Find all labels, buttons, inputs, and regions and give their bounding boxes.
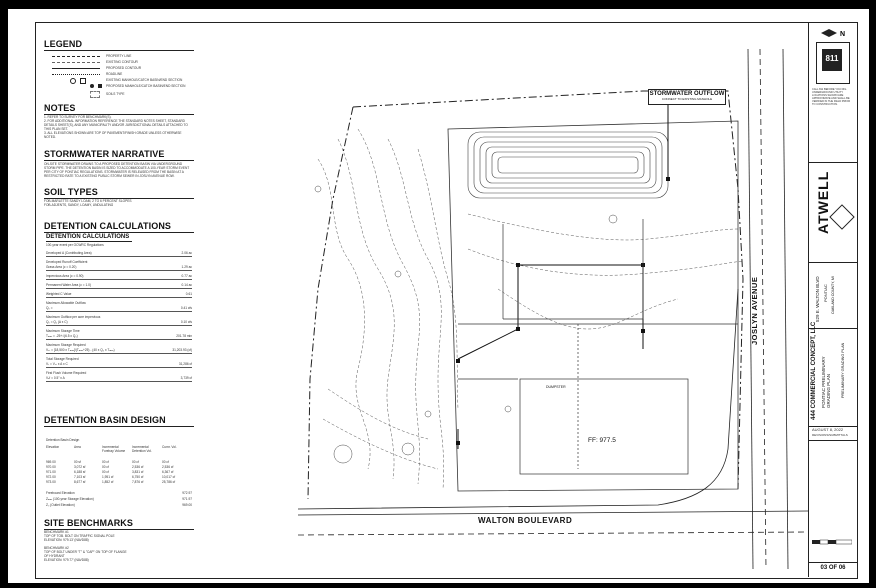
road-edge — [783, 49, 788, 569]
detention-basin — [468, 132, 668, 198]
calc-section-label: Maximum Allowable Outflow — [46, 301, 86, 305]
manhole-symbol — [90, 84, 94, 88]
legend-row — [44, 83, 199, 89]
basin-summary-label: Z₀ (Outlet Elevation) — [46, 503, 75, 507]
tree-symbol — [402, 443, 414, 455]
tree-symbol — [505, 406, 511, 412]
title-block — [808, 22, 857, 577]
site-city: PONTIAC — [823, 284, 828, 302]
basin-cell: 7,103 sf — [74, 475, 86, 479]
soils-text: FOB-MARLETTE SANDY LOAM, 2 TO 6 PERCENT SLOPES FOB-ADJENTS, SANDY, LOAMY, UNDULATING — [44, 199, 132, 207]
calc-row-label: Vₛₜ = [18,500 x Tₘₐₓ]/(Tₘₐₓ+25) - (40 x Q₀ x Tₘₐₓ) — [46, 348, 115, 352]
basin-cell: 00 cf — [102, 460, 109, 464]
basin-cell: 971.00 — [46, 470, 56, 474]
catch-basin — [456, 177, 670, 445]
project-name: 444 COMMERCIAL CONCEPT, LLC — [811, 321, 817, 420]
basin-cell: 2,536 cf — [162, 465, 174, 469]
divider — [46, 241, 132, 242]
calc-row-rule — [46, 353, 192, 354]
site-address: 529 E. WALTON BLVD — [815, 276, 820, 322]
basin-cell: 00 cf — [102, 465, 109, 469]
existing-contour — [323, 419, 438, 469]
divider — [44, 50, 194, 51]
divider — [809, 162, 857, 163]
calc-row-label: Q₀ = — [46, 306, 53, 310]
basin-cell: 10,017 cf — [162, 475, 176, 479]
basin-cell: 6,188 sf — [74, 470, 86, 474]
calc-row-value: 0.77 ac — [181, 274, 192, 278]
basin-cell: 1,852 cf — [102, 480, 114, 484]
existing-contour — [468, 249, 743, 275]
basin-header-cell: Elevation — [46, 445, 60, 449]
legend-label: ROADLINE — [106, 72, 123, 76]
calc-row-value: 0.41 cfs — [180, 306, 192, 310]
tree-symbol — [315, 186, 321, 192]
calc-row-value: 0.14 ac — [181, 283, 192, 287]
basin-cell: 973.00 — [46, 480, 56, 484]
tree-symbol — [425, 411, 431, 417]
detention-calc-title: DETENTION CALCULATIONS — [44, 221, 172, 231]
divider — [809, 562, 857, 563]
site-boundary — [448, 121, 738, 491]
divider — [44, 232, 194, 233]
basin-cell: 970.00 — [46, 465, 56, 469]
drawing-sheet — [8, 9, 869, 583]
calc-row-label: Weighted C Value — [46, 292, 72, 296]
site-county: OAKLAND COUNTY, MI — [831, 276, 835, 314]
finished-floor-label: FF: 977.5 — [588, 437, 616, 444]
building-footprint — [520, 379, 688, 474]
calc-row-rule — [46, 325, 192, 326]
basin-cell: 969.00 — [46, 460, 56, 464]
basin-cell: 6,367 cf — [162, 470, 174, 474]
calc-row-label: Developed A (Contributing Area) — [46, 251, 92, 255]
calc-section-label: Maximum Storage Required — [46, 343, 86, 347]
tree-symbol — [334, 445, 352, 463]
outflow-title: STORMWATER OUTFLOW — [649, 91, 725, 97]
site-plan-drawing — [298, 29, 808, 569]
site-plan — [298, 29, 808, 569]
basin-header-cell: Incremental Forebay Volume — [102, 445, 126, 453]
existing-contour — [498, 289, 678, 329]
existing-contour — [338, 139, 394, 479]
existing-contour — [328, 389, 428, 439]
existing-contour — [318, 159, 370, 469]
calc-section-label: Maximum Outflow per acre impervious — [46, 315, 101, 319]
basin-cell: 00 cf — [162, 460, 169, 464]
storm-pipe — [458, 91, 668, 449]
basin-cell: 6,750 cf — [132, 475, 144, 479]
calc-row-rule — [46, 288, 192, 289]
note-item: 3. ALL ELEVATIONS SHOWN ARE TOP OF PAVEMENT/FINISH GRADE UNLESS OTHERWISE NOTED. — [44, 131, 182, 139]
catch-basin-symbol — [98, 84, 102, 88]
property-line-symbol — [52, 56, 100, 57]
detention-calc-subtitle: DETENTION CALCULATIONS — [46, 234, 130, 240]
road-centerline — [298, 532, 808, 535]
calc-section-label: Maximum Storage Time — [46, 329, 80, 333]
north-arrow-icon — [815, 26, 851, 38]
divider — [809, 262, 857, 263]
dumpster-label: DUMPSTER — [546, 385, 566, 389]
soils-title: SOIL TYPES — [44, 187, 98, 197]
note-item: 1. REFER TO SURVEY FOR BENCHMARK(S). — [44, 115, 112, 119]
basin-cell: 00 cf — [132, 460, 139, 464]
existing-contour — [468, 214, 738, 240]
revisions-label: REVISIONS/SUBMITTALS — [812, 433, 848, 437]
calc-row-value: 201.78 min — [176, 334, 192, 338]
notes-column — [44, 39, 199, 579]
calc-row-label: Vₜ = Vₛₜ x A x C — [46, 362, 68, 366]
calc-row-label: Impervious Area (c = 0.90) — [46, 274, 84, 278]
existing-contour — [358, 129, 420, 484]
notes-title: NOTES — [44, 103, 76, 113]
outflow-callout — [648, 89, 726, 105]
svg-text:N: N — [840, 31, 846, 38]
stormwater-text: ON-SITE STORMWATER DRAINS TO A PROPOSED DETENTION BASIN VIA UNDERGROUND STORM PIPE. THE DETENTION BASIN IS SIZED TO ACCOMMODATE A 100-YEAR STORM EVENT PER CITY OF PONTIAC REGULATIONS. STORMWATER IS RELEASED FROM THE BASIN AT A RESTRICTED RATE TO A EXISTING PUBLIC STORM SEWER IN JOSLYN AVENUE ROW. — [44, 162, 190, 178]
legend-label: SOILS TYPE — [106, 92, 125, 96]
calc-row-label: Tₘₐₓ = -25+√(6.5 x Q₀) — [46, 334, 78, 338]
basin-cell: 00 sf — [74, 460, 81, 464]
outflow-subtitle: CONNECT TO EXISTING MANHOLE — [661, 97, 713, 101]
proposed-contour-symbol — [52, 68, 100, 69]
basin-summary-label: Zₘₐₓ (100-year Storage Elevation) — [46, 497, 94, 501]
sheet-number: 03 OF 06 — [820, 565, 846, 571]
sheet-title: PRELIMINARY GRADING PLAN — [841, 342, 845, 398]
badge-811: 811 — [822, 49, 842, 71]
legend-title: LEGEND — [44, 39, 83, 49]
calc-row-rule — [46, 270, 192, 271]
legend-label: PROPOSED CONTOUR — [106, 66, 142, 70]
project-subtitle: PONTIAC PRELIMINARY GRADING PLAN — [821, 356, 831, 408]
calc-basis: 100-year event per OCWRC Regulations — [46, 243, 104, 247]
basin-header-cell: Cumr. Vol. — [162, 445, 177, 449]
basin-cell: 25,786 cf — [162, 480, 176, 484]
calc-row-label: Vₑf = 0.5" x A — [46, 376, 65, 380]
calc-row-value: 0.10 cfs — [180, 320, 192, 324]
existing-contour-symbol — [52, 62, 100, 63]
basin-cell: 7,876 cf — [132, 480, 144, 484]
brand-icon — [829, 204, 854, 229]
soils-symbol — [90, 91, 100, 98]
legend-row — [44, 91, 199, 97]
issue-date: AUGUST 8, 2022 — [812, 427, 844, 432]
benchmarks-title: SITE BENCHMARKS — [44, 518, 134, 528]
calc-row-rule — [46, 297, 192, 298]
calc-section-label: Total Storage Required — [46, 357, 79, 361]
legend-label: PROPOSED MANHOLE/CATCH BASIN/END SECTION — [106, 84, 186, 88]
divider — [809, 440, 857, 441]
calc-section-label: Developed Runoff Coefficient — [46, 260, 88, 264]
calc-row-value: 2.06 ac — [181, 251, 192, 255]
parking-lot — [503, 219, 643, 319]
divider — [44, 160, 194, 161]
stormwater-title: STORMWATER NARRATIVE — [44, 149, 165, 159]
street-label-east: JOSLYN AVENUE — [750, 276, 759, 345]
basin-summary-label: Freeboard Elevation — [46, 491, 75, 495]
legend-label: EXISTING CONTOUR — [106, 60, 138, 64]
calc-row-value: 31,286 cf — [178, 362, 192, 366]
basin-cell: 8,677 sf — [74, 480, 86, 484]
legend-label: PROPERTY LINE — [106, 54, 132, 58]
basin-cell: 2,536 cf — [132, 465, 144, 469]
calc-row-rule — [46, 339, 192, 340]
calc-row-rule — [46, 279, 192, 280]
road-centerline — [760, 49, 766, 569]
calc-row-label: Q₀ = Q₁ (A x C) — [46, 320, 68, 324]
legend-label: EXISTING MANHOLE/CATCH BASIN/END SECTION — [106, 78, 183, 82]
dig-notice: CALL 811 BEFORE YOU DIG. UNDERGROUND UTILITY LOCATIONS SHOWN ARE APPROXIMATE AND SHALL BE VERIFIED IN THE FIELD PRIOR TO CONSTRUCTION. — [812, 88, 851, 106]
calc-row-value: 0.61 — [185, 292, 192, 296]
calc-row-rule — [46, 256, 192, 257]
tree-symbol — [609, 215, 617, 223]
basin-header-cell: Area — [74, 445, 81, 449]
calc-row-value: 3,739 cf — [180, 376, 192, 380]
tree-symbol — [395, 271, 401, 277]
basin-summary-value: 971.97 — [182, 497, 192, 501]
call-811-badge — [816, 42, 850, 84]
basin-summary-value: 972.97 — [182, 491, 192, 495]
basin-cell: 3,831 cf — [132, 470, 144, 474]
note-item: 2. FOR ADDITIONAL INFORMATION REFERENCE THE STANDARD NOTES SHEET, STANDARD DETAILS SHEET(S), AND ANY MUNICIPALITY AND/OR JURISDICTIONAL DETAILS ATTACHED TO THIS PLAN SET. — [44, 119, 188, 131]
calc-row-label: Grass Area (c = 0.20) — [46, 265, 77, 269]
divider — [44, 426, 194, 427]
calc-row-rule — [46, 311, 192, 312]
basin-header-cell: Incremental Detention Vol. — [132, 445, 152, 453]
basin-cell: 1,951 cf — [102, 475, 114, 479]
basin-summary-value: 969.00 — [182, 503, 192, 507]
existing-contour — [388, 139, 444, 489]
basin-cell: 972.00 — [46, 475, 56, 479]
calc-section-label: First Flush Volume Required — [46, 371, 87, 375]
detention-basin-title: DETENTION BASIN DESIGN — [44, 415, 166, 425]
basin-cell: 00 cf — [102, 470, 109, 474]
brand-logo: ATWELL — [815, 170, 831, 234]
calc-row-label: Permanent Water Area (c = 1.0) — [46, 283, 91, 287]
basin-cell: 3,072 sf — [74, 465, 86, 469]
basin-subtitle: Detention Basin Design — [46, 438, 80, 442]
scale-bar-icon — [812, 532, 852, 538]
calc-row-value: 31,203.93 (cf) — [172, 348, 192, 352]
calc-row-rule — [46, 381, 192, 382]
calc-row-rule — [46, 367, 192, 368]
street-label-south: WALTON BOULEVARD — [478, 516, 573, 525]
roadline-symbol — [52, 74, 100, 75]
road-edge — [298, 511, 808, 515]
calc-row-value: 1.29 ac — [181, 265, 192, 269]
benchmarks-text: BENCHMARK #1 TOP OF TOB. BOLT ON TRAFFIC SIGNAL POLE ELEVATION: 979.13' (NAVD88) BENCHMARK #2 TOP OF BOLT UNDER "T" & "CAP" ON TOP OF FLANGE OF HYDRANT ELEVATION: 979.77' (NAVD88) — [44, 530, 127, 562]
